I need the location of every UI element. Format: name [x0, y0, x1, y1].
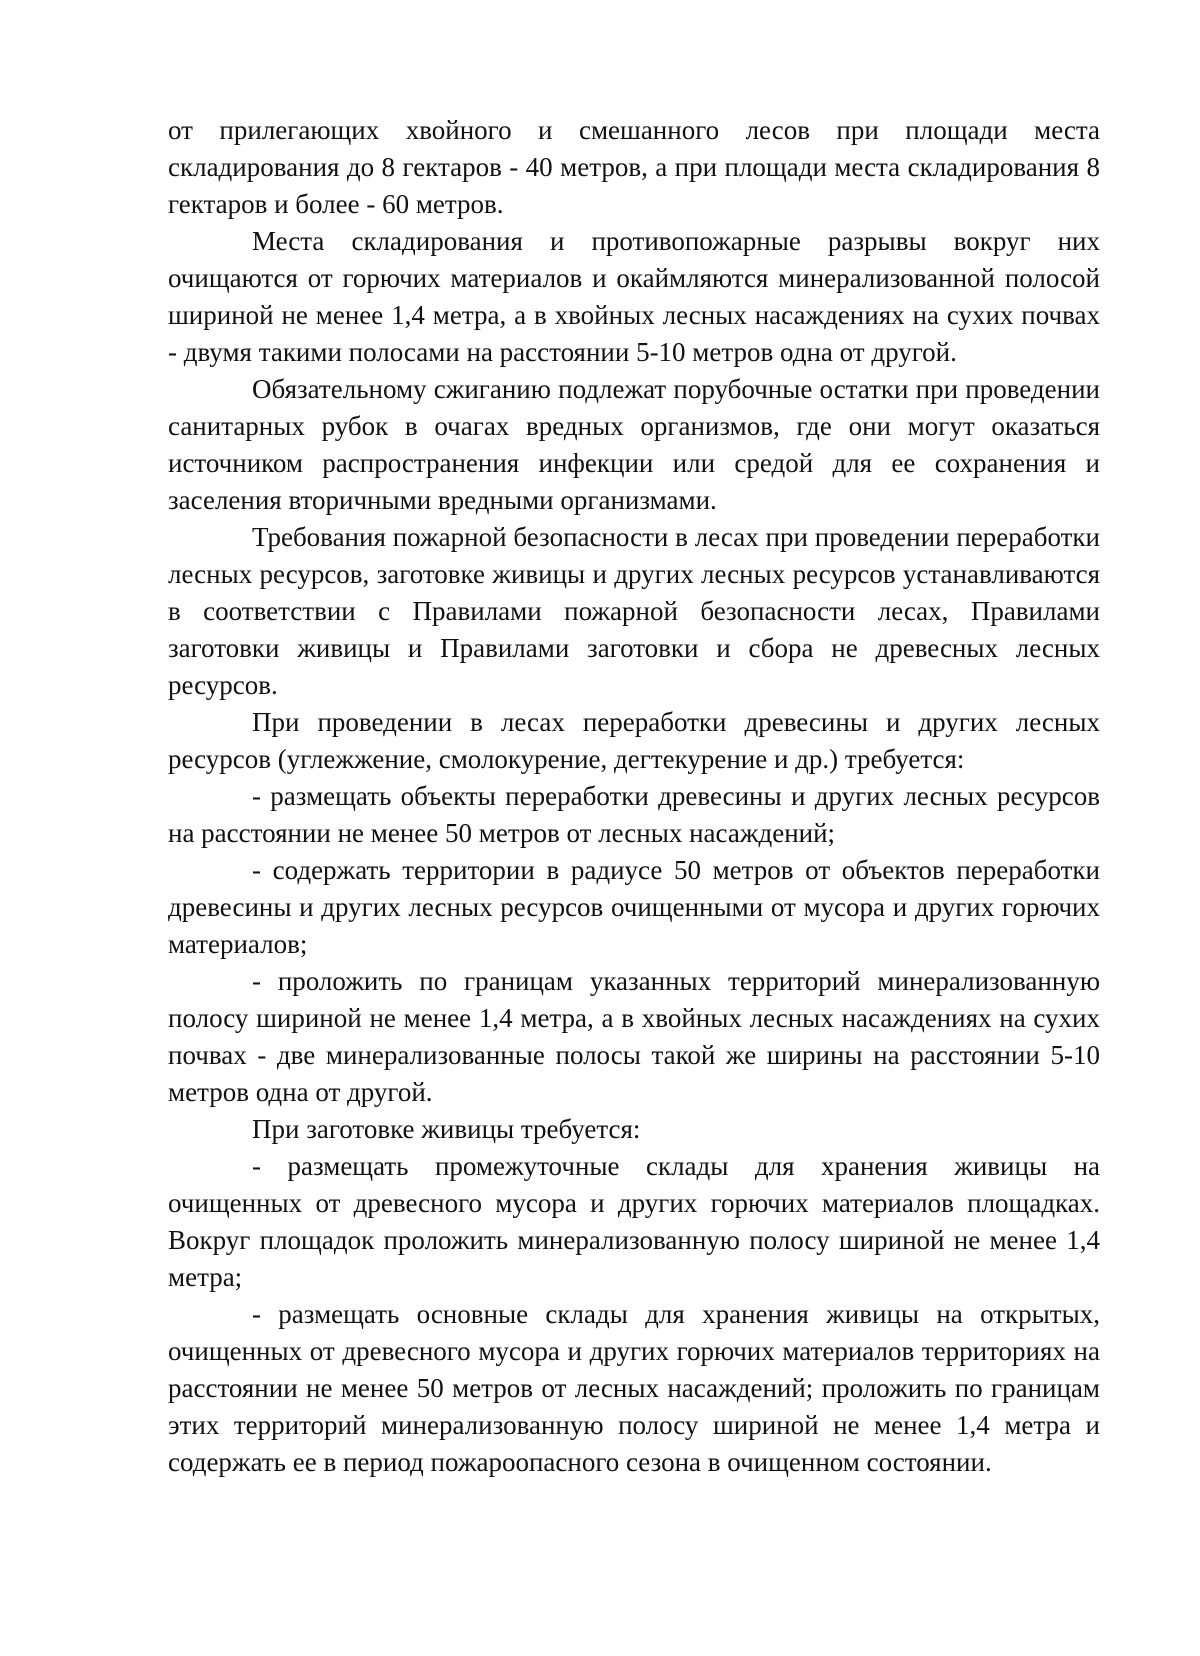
- list-item-keep-territories-clean: - содержать территории в радиусе 50 метров от объектов переработки древесины и других лесных ресурсов очищенными от мусора и других горючих материалов;: [168, 855, 1100, 959]
- paragraph-processing-intro: При проведении в лесах переработки древесины и других лесных ресурсов (углежжение, смолокурение, дегтекурение и др.) требуется:: [168, 707, 1100, 774]
- paragraph-storage-sites: Места складирования и противопожарные разрывы вокруг них очищаются от горючих материалов и окаймляются минерализованной полосой шириной не менее 1,4 метра, а в хвойных лесных насаждениях на сухих почвах - двумя такими полосами на расстоянии 5-10 метров одна от другой.: [168, 226, 1100, 367]
- paragraph-resin-intro: При заготовке живицы требуется:: [252, 1114, 641, 1144]
- paragraph-continuation: от прилегающих хвойного и смешанного лесов при площади места складирования до 8 гектаров - 40 метров, а при площади места складирования 8 гектаров и более - 60 метров.: [168, 115, 1100, 219]
- list-item-place-facilities: - размещать объекты переработки древесины и других лесных ресурсов на расстоянии не менее 50 метров от лесных насаждений;: [168, 781, 1100, 848]
- paragraph-mandatory-burning: Обязательному сжиганию подлежат порубочные остатки при проведении санитарных рубок в очагах вредных организмов, где они могут оказаться источником распространения инфекции или средой для ее сохранения и заселения вторичными вредными организмами.: [168, 374, 1100, 515]
- list-item-intermediate-warehouses: - размещать промежуточные склады для хранения живицы на очищенных от древесного мусора и других горючих материалов площадках. Вокруг площадок проложить минерализованную полосу шириной не менее 1,4 метра;: [168, 1151, 1100, 1292]
- list-item-main-warehouses: - размещать основные склады для хранения живицы на открытых, очищенных от древесного мусора и других горючих материалов территориях на расстоянии не менее 50 метров от лесных насаждений; проложить по границам этих территорий минерализованную полосу шириной не менее 1,4 метра и содержать ее в период пожароопасного сезона в очищенном состоянии.: [168, 1299, 1100, 1477]
- document-body: [168, 112, 1100, 1481]
- list-item-mineralized-strip: - проложить по границам указанных территорий минерализованную полосу шириной не менее 1,4 метра, а в хвойных лесных насаждениях на сухих почвах - две минерализованные полосы такой же ширины на расстоянии 5-10 метров одна от другой.: [168, 966, 1100, 1107]
- paragraph-fire-safety-requirements: Требования пожарной безопасности в лесах при проведении переработки лесных ресурсов, заготовке живицы и других лесных ресурсов устанавливаются в соответствии с Правилами пожарной безопасности лесах, Правилами заготовки живицы и Правилами заготовки и сбора не древесных лесных ресурсов.: [168, 522, 1100, 700]
